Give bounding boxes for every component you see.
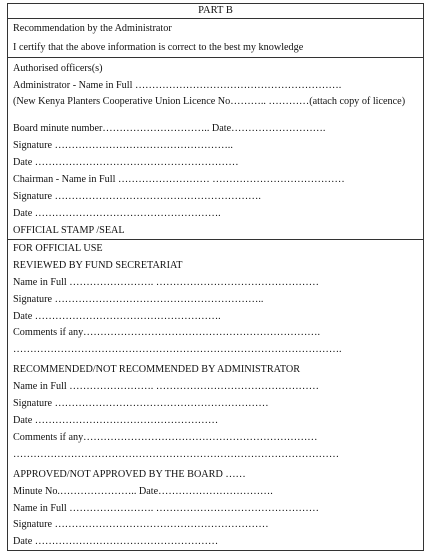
board-name-field: Name in Full ……………………. ………………………………………… [13,502,319,514]
official-use-heading: FOR OFFICIAL USE [13,243,103,254]
administrator-comments-line: …………………………………………………………………………………… [13,448,339,460]
reviewer-comments-field: Comments if any……………………………………………………………. [13,327,321,339]
chairman-date-field: Date ………………………………………………. [13,208,221,219]
recommendation-section [8,19,423,58]
reviewed-heading: REVIEWED BY FUND SECRETARIAT [13,259,183,271]
administrator-review-name-field: Name in Full ……………………. ………………………………………… [13,381,319,393]
official-stamp-label: OFFICIAL STAMP /SEAL [13,225,125,236]
chairman-name-field: Chairman - Name in Full ……………………… ………………………………… [13,174,345,185]
board-minute-field: Board minute number………………………….. Date………………………. [13,123,326,134]
board-date-field: Date ……………………………………………… [13,536,219,548]
board-minute-no-field: Minute No.………………….. Date……………………………. [13,485,273,497]
administrator-name-field: Administrator - Name in Full ……………………………………………………. [13,80,342,91]
board-signature-field: Signature ……………………………………………………… [13,519,269,531]
part-b-form [7,3,424,551]
reviewer-signature-field: Signature …………………………………………………….. [13,293,264,305]
administrator-signature-field: Signature …………………………………………….. [13,140,233,151]
recommended-heading: RECOMMENDED/NOT RECOMMENDED BY ADMINISTRATOR [13,364,301,376]
authorised-officers-section [8,58,423,240]
reviewer-comments-line: ……………………………………………………………………………………. [13,344,342,356]
chairman-signature-field: Signature ……………………………………………………. [13,191,261,202]
part-title: PART B [8,4,423,19]
reviewer-date-field: Date ………………………………………………. [13,310,221,322]
authorised-heading: Authorised officers(s) [13,63,103,74]
reviewer-name-field: Name in Full ……………………. ………………………………………… [13,276,319,288]
approved-heading: APPROVED/NOT APPROVED BY THE BOARD …… [13,468,246,480]
administrator-comments-field: Comments if any…………………………………………………………… [13,431,318,443]
certification-statement: I certify that the above information is correct to the best my knowledge [13,42,304,53]
official-use-section [8,240,423,551]
licence-number-field: (New Kenya Planters Cooperative Union Licence No……….. …………(attach copy of licence) [13,96,406,107]
administrator-date-field: Date …………………………………………………… [13,157,239,168]
administrator-review-signature-field: Signature ……………………………………………………… [13,398,269,410]
administrator-review-date-field: Date ……………………………………………… [13,415,219,427]
recommendation-heading: Recommendation by the Administrator [13,23,172,34]
